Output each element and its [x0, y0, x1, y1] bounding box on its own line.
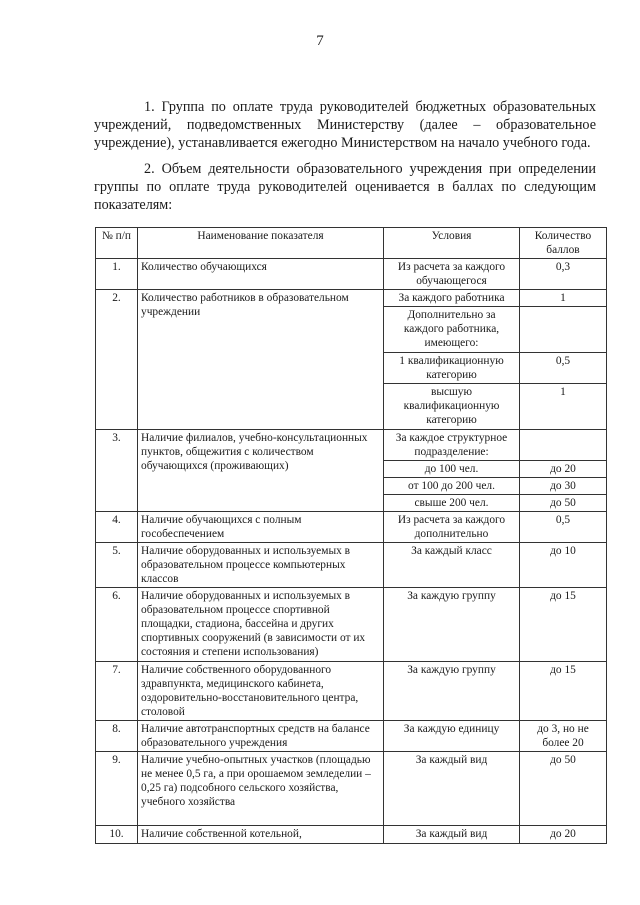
- condition-cell: За каждого работника: [384, 290, 520, 307]
- row-number: 9.: [96, 752, 138, 826]
- condition-cell: За каждый класс: [384, 543, 520, 588]
- condition-cell: За каждое структурное подразделение:: [384, 430, 520, 461]
- points-cell: до 20: [520, 826, 607, 844]
- row-number: 7.: [96, 662, 138, 721]
- condition-cell: Из расчета за каждого дополнительно: [384, 512, 520, 543]
- row-number: 1.: [96, 259, 138, 290]
- page-number: 7: [316, 33, 324, 49]
- table-row: [96, 721, 607, 752]
- header-name: Наименование показателя: [138, 228, 384, 259]
- header-num: № п/п: [96, 228, 138, 259]
- table-row: [96, 543, 607, 588]
- table-row: [96, 662, 607, 721]
- row-number: 10.: [96, 826, 138, 844]
- points-cell: 0,5: [520, 512, 607, 543]
- points-cell: до 15: [520, 662, 607, 721]
- indicator-name: Количество обучающихся: [138, 259, 384, 290]
- condition-cell: За каждый вид: [384, 752, 520, 826]
- paragraph-1: [94, 98, 596, 152]
- table-row: [96, 588, 607, 662]
- table-body: [96, 259, 607, 844]
- header-points: Количество баллов: [520, 228, 607, 259]
- condition-cell: до 100 чел.: [384, 461, 520, 478]
- points-cell: 0,3: [520, 259, 607, 290]
- points-cell: до 30: [520, 478, 607, 495]
- points-cell: до 3, но не более 20: [520, 721, 607, 752]
- condition-cell: высшую квалификационную категорию: [384, 384, 520, 430]
- condition-cell: свыше 200 чел.: [384, 495, 520, 512]
- indicator-name: Наличие учебно-опытных участков (площадью не менее 0,5 га, а при орошаемом земледелии – 0,25 га) подсобного сельского хозяйства, учебного хозяйства: [138, 752, 384, 826]
- table-row: [96, 430, 607, 461]
- header-conditions: Условия: [384, 228, 520, 259]
- condition-cell: Из расчета за каждого обучающегося: [384, 259, 520, 290]
- points-cell: до 20: [520, 461, 607, 478]
- condition-cell: За каждую группу: [384, 588, 520, 662]
- table-row: [96, 752, 607, 826]
- row-number: 3.: [96, 430, 138, 512]
- table-row: [96, 290, 607, 307]
- condition-cell: За каждую единицу: [384, 721, 520, 752]
- indicator-name: Наличие автотранспортных средств на балансе образовательного учреждения: [138, 721, 384, 752]
- condition-cell: от 100 до 200 чел.: [384, 478, 520, 495]
- table-row: [96, 259, 607, 290]
- points-cell: 0,5: [520, 353, 607, 384]
- points-cell: до 50: [520, 495, 607, 512]
- indicator-name: Наличие оборудованных и используемых в образовательном процессе компьютерных классов: [138, 543, 384, 588]
- points-cell: до 10: [520, 543, 607, 588]
- condition-cell: За каждый вид: [384, 826, 520, 844]
- row-number: 8.: [96, 721, 138, 752]
- points-cell: 1: [520, 384, 607, 430]
- indicator-name: Наличие филиалов, учебно-консультационных пунктов, общежития с количеством обучающихся (проживающих): [138, 430, 384, 512]
- indicator-name: Наличие собственного оборудованного здравпункта, медицинского кабинета, оздоровительно-восстановительного центра, столовой: [138, 662, 384, 721]
- table-row: [96, 826, 607, 844]
- points-cell: [520, 307, 607, 353]
- indicator-name: Наличие оборудованных и используемых в образовательном процессе спортивной площадки, стадиона, бассейна и других спортивных сооружений (в зависимости от их состояния и степени использования): [138, 588, 384, 662]
- indicator-name: Наличие собственной котельной,: [138, 826, 384, 844]
- row-number: 5.: [96, 543, 138, 588]
- condition-cell: За каждую группу: [384, 662, 520, 721]
- paragraph-2-text: 2. Объем деятельности образовательного учреждения при определении группы по оплате труда руководителей оценивается в баллах по следующим показателям:: [94, 161, 596, 213]
- points-cell: 1: [520, 290, 607, 307]
- paragraph-2: [94, 160, 596, 214]
- indicator-name: Наличие обучающихся с полным гособеспечением: [138, 512, 384, 543]
- indicator-name: Количество работников в образовательном учреждении: [138, 290, 384, 430]
- row-number: 6.: [96, 588, 138, 662]
- paragraph-1-text: 1. Группа по оплате труда руководителей бюджетных образовательных учреждений, подведомственных Министерству (далее – образовательное учреждение), устанавливается ежегодно Министерством на начало учебного года.: [94, 99, 596, 151]
- points-cell: до 15: [520, 588, 607, 662]
- row-number: 2.: [96, 290, 138, 430]
- condition-cell: Дополнительно за каждого работника, имеющего:: [384, 307, 520, 353]
- condition-cell: 1 квалификационную категорию: [384, 353, 520, 384]
- row-number: 4.: [96, 512, 138, 543]
- indicators-table: [95, 227, 607, 844]
- points-cell: до 50: [520, 752, 607, 826]
- table-header-row: [96, 228, 607, 259]
- points-cell: [520, 430, 607, 461]
- table-row: [96, 512, 607, 543]
